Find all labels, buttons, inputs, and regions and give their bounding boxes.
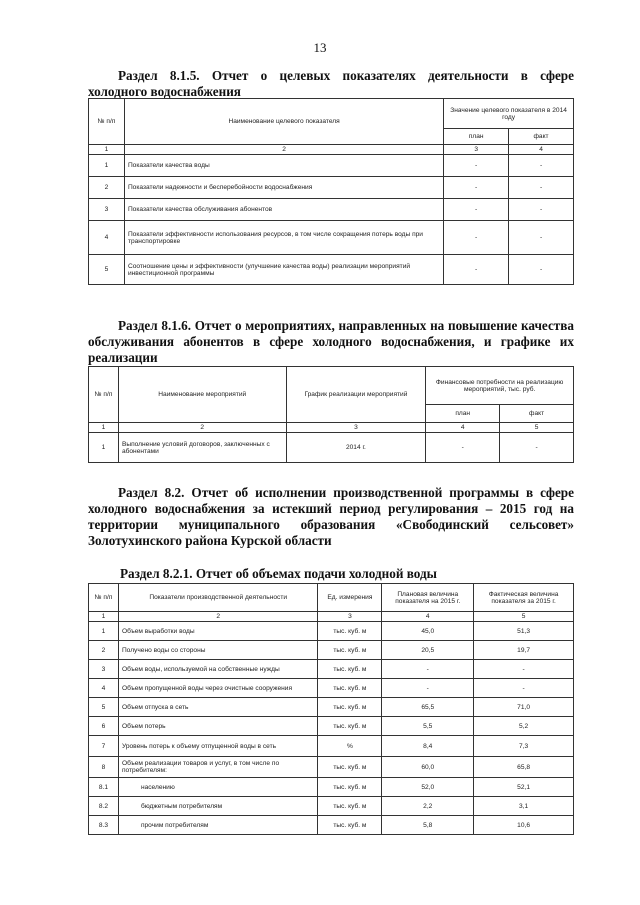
row-fact: 71,0 [474, 698, 574, 717]
row-plan: - [444, 177, 509, 199]
index-cell: 3 [286, 423, 426, 433]
row-name: Получено воды со стороны [118, 641, 318, 660]
table-row [89, 816, 574, 835]
row-plan: - [382, 660, 474, 679]
row-name: бюджетным потребителям [118, 797, 318, 816]
row-plan: - [444, 199, 509, 221]
row-name: Показатели качества обслуживания абонентов [124, 199, 443, 221]
index-cell: 3 [318, 612, 382, 622]
col-header-plan: Плановая величина показателя на 2015 г. [382, 584, 474, 612]
row-plan: 20,5 [382, 641, 474, 660]
row-fact: - [474, 660, 574, 679]
row-no: 4 [89, 221, 125, 255]
index-cell: 1 [89, 423, 119, 433]
col-header-name: Наименование мероприятий [118, 367, 286, 423]
row-plan: - [444, 221, 509, 255]
row-plan: 45,0 [382, 622, 474, 641]
index-cell: 2 [118, 612, 318, 622]
row-no: 8.1 [89, 778, 119, 797]
row-unit: тыс. куб. м [318, 717, 382, 736]
targets-table [88, 98, 574, 285]
table-row [89, 757, 574, 778]
row-name: Объем потерь [118, 717, 318, 736]
row-unit: тыс. куб. м [318, 641, 382, 660]
table-row [89, 698, 574, 717]
row-plan: 5,5 [382, 717, 474, 736]
row-plan: - [382, 679, 474, 698]
index-row [89, 423, 574, 433]
row-no: 5 [89, 255, 125, 285]
row-name: Показатели эффективности использования ресурсов, в том числе сокращения потерь воды при транспортировке [124, 221, 443, 255]
row-plan: 60,0 [382, 757, 474, 778]
col-header-name: Наименование целевого показателя [124, 99, 443, 145]
row-name: Объем воды, используемой на собственные нужды [118, 660, 318, 679]
index-cell: 2 [124, 145, 443, 155]
row-fact: 52,1 [474, 778, 574, 797]
row-no: 1 [89, 155, 125, 177]
col-header-value: Значение целевого показателя в 2014 году [444, 99, 574, 129]
row-unit: тыс. куб. м [318, 660, 382, 679]
index-cell: 5 [474, 612, 574, 622]
index-cell: 3 [444, 145, 509, 155]
row-unit: % [318, 736, 382, 757]
row-plan: 52,0 [382, 778, 474, 797]
row-no: 1 [89, 433, 119, 463]
row-name: Выполнение условий договоров, заключенных с абонентами [118, 433, 286, 463]
table-row [89, 177, 574, 199]
col-header-fin: Финансовые потребности на реализацию мероприятий, тыс. руб. [426, 367, 574, 405]
measures-table [88, 366, 574, 463]
row-fact: - [509, 155, 574, 177]
row-plan: 2,2 [382, 797, 474, 816]
table-row [89, 736, 574, 757]
row-unit: тыс. куб. м [318, 679, 382, 698]
table-row [89, 221, 574, 255]
row-no: 8.3 [89, 816, 119, 835]
row-no: 8.2 [89, 797, 119, 816]
row-fact: 10,6 [474, 816, 574, 835]
col-header-name: Показатели производственной деятельности [118, 584, 318, 612]
row-fact: - [509, 199, 574, 221]
col-header-plan: план [426, 405, 500, 423]
row-fact: - [474, 679, 574, 698]
section-8-1-5-title-line1: Раздел 8.1.5. Отчет о целевых показателях деятельности в сфере [118, 68, 574, 83]
col-header-plan: план [444, 129, 509, 145]
row-no: 7 [89, 736, 119, 757]
col-header-unit: Ед. измерения [318, 584, 382, 612]
table-row [89, 679, 574, 698]
row-fact: 51,3 [474, 622, 574, 641]
row-name: Объем выработки воды [118, 622, 318, 641]
section-8-1-6-title: Раздел 8.1.6. Отчет о мероприятиях, направленных на повышение качества обслуживания абонентов в сфере холодного водоснабжения, и графике их реализации [88, 318, 574, 365]
row-name: прочим потребителям [118, 816, 318, 835]
row-no: 3 [89, 199, 125, 221]
row-name: Соотношение цены и эффективности (улучшение качества воды) реализации мероприятий инвестиционной программы [124, 255, 443, 285]
row-name: Показатели качества воды [124, 155, 443, 177]
row-schedule: 2014 г. [286, 433, 426, 463]
row-fact: 3,1 [474, 797, 574, 816]
index-cell: 2 [118, 423, 286, 433]
row-plan: 8,4 [382, 736, 474, 757]
row-plan: - [444, 255, 509, 285]
row-fact: - [509, 177, 574, 199]
row-plan: - [426, 433, 500, 463]
row-unit: тыс. куб. м [318, 698, 382, 717]
table-row [89, 660, 574, 679]
index-cell: 4 [382, 612, 474, 622]
row-unit: тыс. куб. м [318, 622, 382, 641]
table-row [89, 199, 574, 221]
section-8-1-5-title [88, 68, 574, 100]
row-no: 1 [89, 622, 119, 641]
row-plan: 5,8 [382, 816, 474, 835]
row-fact: 7,3 [474, 736, 574, 757]
index-cell: 4 [509, 145, 574, 155]
col-header-no: № п/п [89, 367, 119, 423]
page-number: 13 [313, 40, 327, 55]
table-row [89, 433, 574, 463]
row-unit: тыс. куб. м [318, 816, 382, 835]
table-row [89, 717, 574, 736]
row-no: 3 [89, 660, 119, 679]
row-fact: - [509, 221, 574, 255]
row-no: 2 [89, 641, 119, 660]
row-unit: тыс. куб. м [318, 778, 382, 797]
row-name: Объем отпуска в сеть [118, 698, 318, 717]
table-row [89, 255, 574, 285]
table-row [89, 155, 574, 177]
table-row [89, 797, 574, 816]
row-unit: тыс. куб. м [318, 797, 382, 816]
row-unit: тыс. куб. м [318, 757, 382, 778]
row-no: 8 [89, 757, 119, 778]
row-fact: 19,7 [474, 641, 574, 660]
col-header-schedule: График реализации мероприятий [286, 367, 426, 423]
row-fact: 5,2 [474, 717, 574, 736]
row-no: 6 [89, 717, 119, 736]
water-volume-table [88, 583, 574, 835]
index-cell: 4 [426, 423, 500, 433]
row-no: 5 [89, 698, 119, 717]
col-header-fact: факт [509, 129, 574, 145]
index-cell: 1 [89, 612, 119, 622]
col-header-no: № п/п [89, 99, 125, 145]
row-name: Показатели надежности и бесперебойности водоснабжения [124, 177, 443, 199]
col-header-fact: Фактическая величина показателя за 2015 г. [474, 584, 574, 612]
row-plan: 65,5 [382, 698, 474, 717]
row-name: населению [118, 778, 318, 797]
row-fact: 65,8 [474, 757, 574, 778]
index-row [89, 612, 574, 622]
row-fact: - [509, 255, 574, 285]
row-name: Объем реализации товаров и услуг, в том числе по потребителям: [118, 757, 318, 778]
index-cell: 1 [89, 145, 125, 155]
row-no: 2 [89, 177, 125, 199]
section-8-2-title: Раздел 8.2. Отчет об исполнении производственной программы в сфере холодного водоснабжения за истекший период регулирования – 2015 год на территории муниципального образования «Свободинский сельсовет» Золотухинского района Курской области [88, 485, 574, 548]
section-8-2-1-title: Раздел 8.2.1. Отчет об объемах подачи холодной воды [120, 566, 437, 581]
row-fact: - [500, 433, 574, 463]
table-row [89, 641, 574, 660]
section-8-1-5-title-line2: холодного водоснабжения [88, 84, 241, 99]
row-name: Объем пропущенной воды через очистные сооружения [118, 679, 318, 698]
index-row [89, 145, 574, 155]
index-cell: 5 [500, 423, 574, 433]
table-row [89, 622, 574, 641]
row-no: 4 [89, 679, 119, 698]
row-plan: - [444, 155, 509, 177]
row-name: Уровень потерь к объему отпущенной воды в сеть [118, 736, 318, 757]
table-row [89, 778, 574, 797]
col-header-no: № п/п [89, 584, 119, 612]
col-header-fact: факт [500, 405, 574, 423]
